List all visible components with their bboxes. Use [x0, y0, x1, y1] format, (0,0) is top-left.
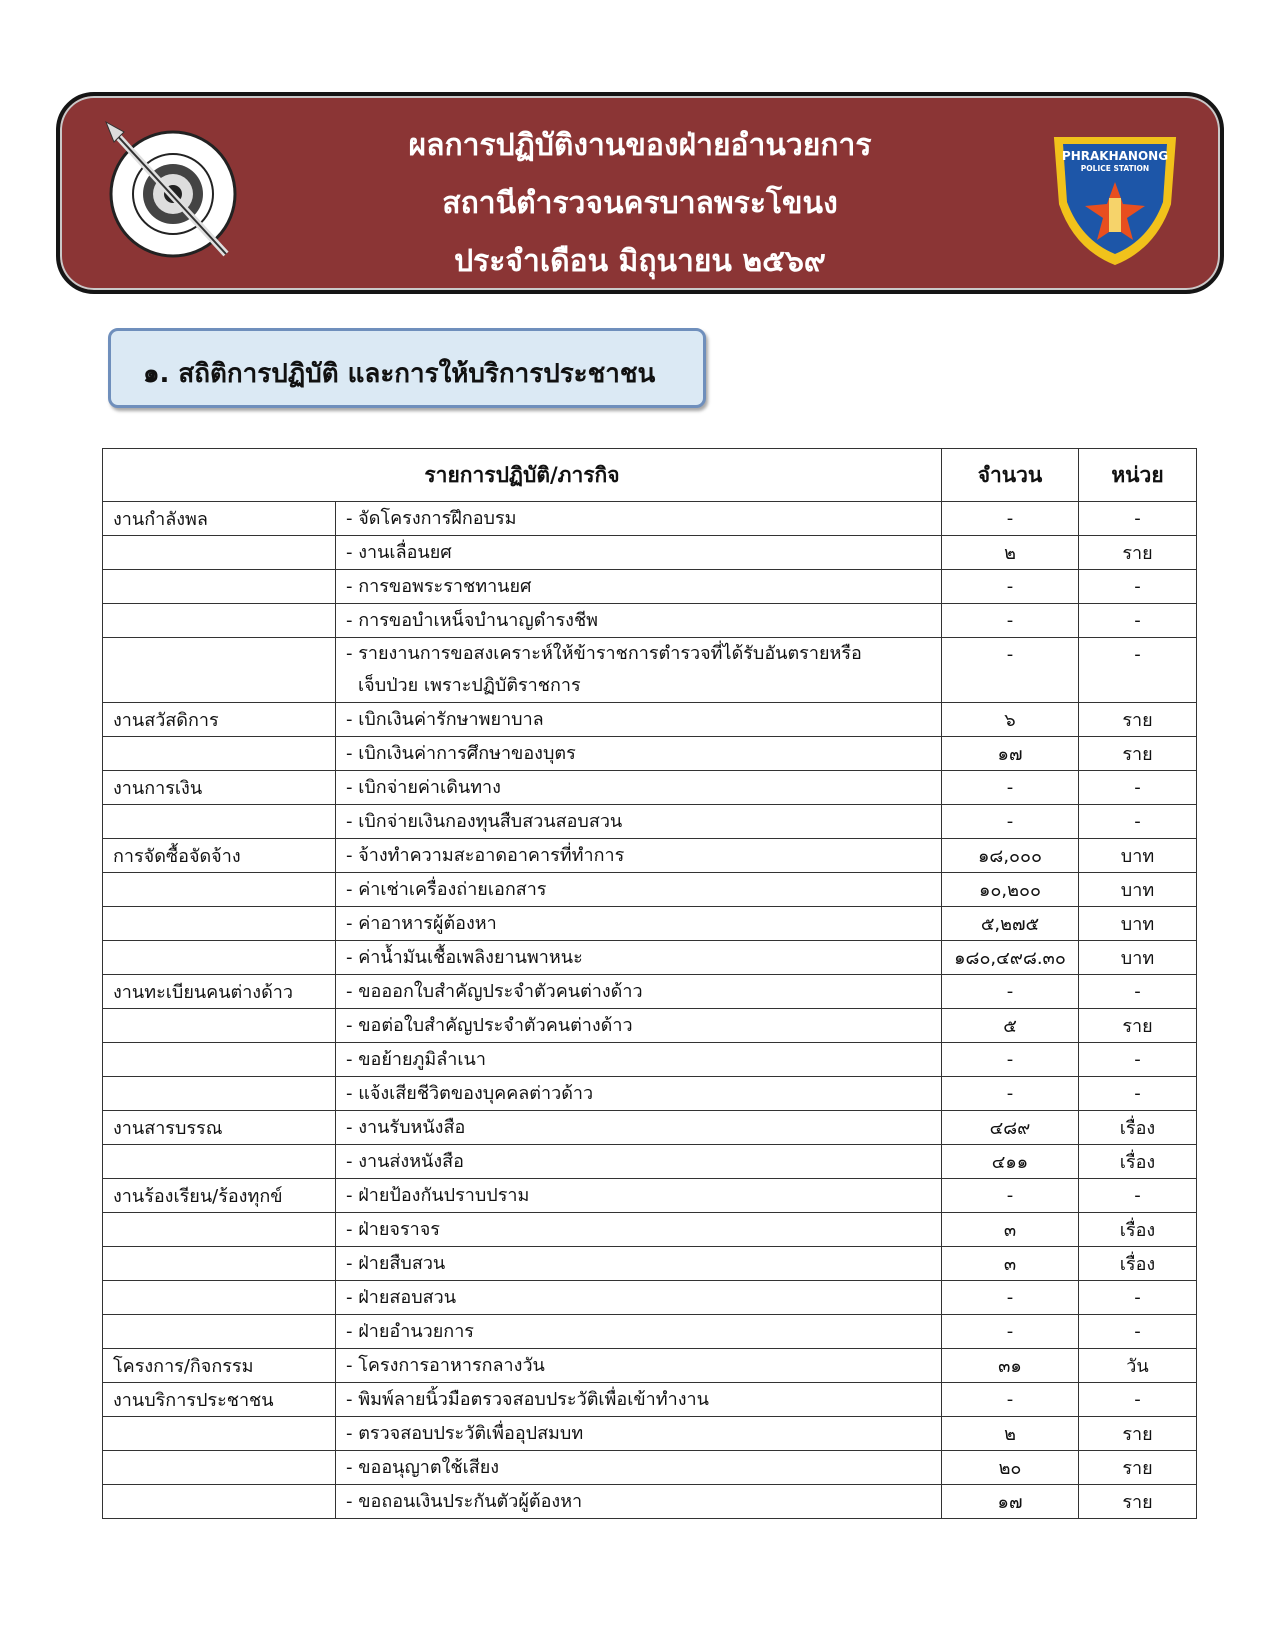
- header-count: จำนวน: [942, 449, 1079, 502]
- table-row: [103, 1077, 1197, 1111]
- table-row: [103, 1213, 1197, 1247]
- table-row: [103, 1349, 1197, 1383]
- row-item: [336, 570, 942, 604]
- row-item-text: - ฝ่ายสอบสวน: [346, 1286, 457, 1308]
- row-item-text: - ขอถอนเงินประกันตัวผู้ต้องหา: [346, 1490, 583, 1512]
- row-count: ๒: [942, 536, 1079, 570]
- row-item: [336, 1179, 942, 1213]
- table-row: [103, 536, 1197, 570]
- header-task: รายการปฏิบัติ/ภารกิจ: [103, 449, 942, 502]
- table-row: [103, 907, 1197, 941]
- row-count: ๓๑: [942, 1349, 1079, 1383]
- row-category: [103, 737, 336, 771]
- row-count: ๑๗: [942, 737, 1079, 771]
- row-item-text: - โครงการอาหารกลางวัน: [346, 1354, 545, 1376]
- row-category: [103, 1281, 336, 1315]
- row-item-text: - ขอย้ายภูมิลำเนา: [346, 1048, 486, 1070]
- table-row: [103, 1179, 1197, 1213]
- row-unit: -: [1079, 1077, 1197, 1111]
- row-item: [336, 1043, 942, 1077]
- row-unit: ราย: [1079, 1485, 1197, 1519]
- row-category: งานร้องเรียน/ร้องทุกข์: [103, 1179, 336, 1213]
- row-unit: ราย: [1079, 737, 1197, 771]
- row-category: งานสวัสดิการ: [103, 703, 336, 737]
- row-item-text: - การขอพระราชทานยศ: [346, 575, 532, 597]
- row-count: ๑๘,๐๐๐: [942, 839, 1079, 873]
- row-item-text: - เบิกเงินค่าการศึกษาของบุตร: [346, 742, 576, 764]
- row-unit: -: [1079, 638, 1197, 703]
- row-count: -: [942, 638, 1079, 703]
- row-count: ๓: [942, 1213, 1079, 1247]
- header-title-line3: ประจำเดือน มิถุนายน ๒๕๖๙: [454, 244, 826, 279]
- row-count: ๑๗: [942, 1485, 1079, 1519]
- row-item: [336, 907, 942, 941]
- row-item-text: - จัดโครงการฝึกอบรม: [346, 507, 517, 529]
- row-item-text: - ฝ่ายสืบสวน: [346, 1252, 446, 1274]
- row-item: [336, 805, 942, 839]
- row-unit: เรื่อง: [1079, 1145, 1197, 1179]
- row-unit: ราย: [1079, 536, 1197, 570]
- row-unit: -: [1079, 771, 1197, 805]
- row-unit: -: [1079, 570, 1197, 604]
- table-row: [103, 873, 1197, 907]
- row-unit: -: [1079, 604, 1197, 638]
- row-count: ๖: [942, 703, 1079, 737]
- row-count: ๓: [942, 1247, 1079, 1281]
- row-category: โครงการ/กิจกรรม: [103, 1349, 336, 1383]
- header-title-line1: ผลการปฏิบัติงานของฝ่ายอำนวยการ: [408, 128, 872, 163]
- row-item: [336, 1417, 942, 1451]
- row-unit: บาท: [1079, 873, 1197, 907]
- row-category: [103, 604, 336, 638]
- row-item-text: - ค่าอาหารผู้ต้องหา: [346, 912, 497, 934]
- table-row: [103, 1009, 1197, 1043]
- row-item-text: - รายงานการขอสงเคราะห์ให้ข้าราชการตำรวจที่ได้รับอันตรายหรือ: [346, 643, 862, 664]
- row-category: งานบริการประชาชน: [103, 1383, 336, 1417]
- row-item: [336, 1485, 942, 1519]
- row-unit: -: [1079, 502, 1197, 536]
- table-row: [103, 975, 1197, 1009]
- row-category: งานการเงิน: [103, 771, 336, 805]
- row-category: งานทะเบียนคนต่างด้าว: [103, 975, 336, 1009]
- row-item: [336, 502, 942, 536]
- table-row: [103, 1281, 1197, 1315]
- row-item: [336, 941, 942, 975]
- row-item: [336, 975, 942, 1009]
- row-item: [336, 1281, 942, 1315]
- row-item: [336, 1009, 942, 1043]
- row-count: -: [942, 1281, 1079, 1315]
- row-unit: วัน: [1079, 1349, 1197, 1383]
- row-count: -: [942, 975, 1079, 1009]
- row-unit: -: [1079, 1043, 1197, 1077]
- table-row: [103, 1043, 1197, 1077]
- row-category: [103, 1247, 336, 1281]
- header-title-line2: สถานีตำรวจนครบาลพระโขนง: [442, 186, 838, 221]
- header-banner: [56, 92, 1224, 294]
- row-item-text-continued: เจ็บป่วย เพราะปฏิบัติราชการ: [358, 675, 581, 696]
- row-item: [336, 1315, 942, 1349]
- row-count: ๔๑๑: [942, 1145, 1079, 1179]
- section-heading-box: [108, 328, 706, 408]
- row-unit: เรื่อง: [1079, 1213, 1197, 1247]
- row-item-text: - ฝ่ายอำนวยการ: [346, 1320, 474, 1342]
- row-category: [103, 638, 336, 703]
- row-count: -: [942, 1383, 1079, 1417]
- row-category: [103, 1417, 336, 1451]
- row-count: -: [942, 570, 1079, 604]
- row-count: ๕: [942, 1009, 1079, 1043]
- row-category: [103, 1315, 336, 1349]
- table-row: [103, 941, 1197, 975]
- row-item-text: - ขอต่อใบสำคัญประจำตัวคนต่างด้าว: [346, 1014, 633, 1036]
- row-item-text: - ขออนุญาตใช้เสียง: [346, 1456, 500, 1478]
- row-item-text: - เบิกจ่ายค่าเดินทาง: [346, 776, 501, 798]
- row-unit: เรื่อง: [1079, 1247, 1197, 1281]
- row-item: [336, 1247, 942, 1281]
- row-item: [336, 737, 942, 771]
- row-category: [103, 1451, 336, 1485]
- row-item: [336, 1451, 942, 1485]
- row-count: -: [942, 1315, 1079, 1349]
- table-row: [103, 502, 1197, 536]
- row-item: [336, 604, 942, 638]
- row-item: [336, 1077, 942, 1111]
- table-body: [103, 502, 1197, 1519]
- table-header-row: [103, 449, 1197, 502]
- row-item: [336, 839, 942, 873]
- row-item-text: - ขอออกใบสำคัญประจำตัวคนต่างด้าว: [346, 980, 643, 1002]
- row-count: -: [942, 771, 1079, 805]
- row-item: [336, 771, 942, 805]
- phrakhanong-police-badge: [1045, 126, 1185, 266]
- row-unit: -: [1079, 805, 1197, 839]
- row-category: งานสารบรรณ: [103, 1111, 336, 1145]
- table-row: [103, 1247, 1197, 1281]
- row-item: [336, 1213, 942, 1247]
- row-category: [103, 1213, 336, 1247]
- row-item: [336, 536, 942, 570]
- row-category: [103, 941, 336, 975]
- table-row: [103, 1451, 1197, 1485]
- row-unit: บาท: [1079, 839, 1197, 873]
- row-category: [103, 1043, 336, 1077]
- table-row: [103, 839, 1197, 873]
- table-row: [103, 1145, 1197, 1179]
- table-row: [103, 1111, 1197, 1145]
- row-item-text: - งานรับหนังสือ: [346, 1116, 466, 1138]
- row-category: [103, 907, 336, 941]
- row-item: [336, 703, 942, 737]
- row-count: -: [942, 1077, 1079, 1111]
- badge-text-sub: POLICE STATION: [1080, 164, 1150, 173]
- row-item-text: - ค่าเช่าเครื่องถ่ายเอกสาร: [346, 878, 547, 900]
- row-category: [103, 1009, 336, 1043]
- row-category: [103, 873, 336, 907]
- row-category: [103, 536, 336, 570]
- row-count: ๔๘๙: [942, 1111, 1079, 1145]
- row-count: -: [942, 1043, 1079, 1077]
- row-item-text: - งานเลื่อนยศ: [346, 541, 452, 563]
- row-category: [103, 1145, 336, 1179]
- table-row: [103, 805, 1197, 839]
- row-count: ๒: [942, 1417, 1079, 1451]
- row-count: -: [942, 604, 1079, 638]
- table-row: [103, 737, 1197, 771]
- row-count: ๒๐: [942, 1451, 1079, 1485]
- table-row: [103, 703, 1197, 737]
- row-item-text: - เบิกเงินค่ารักษาพยาบาล: [346, 708, 544, 730]
- table-row: [103, 1485, 1197, 1519]
- row-unit: บาท: [1079, 941, 1197, 975]
- table-row: [103, 638, 1197, 703]
- table-row: [103, 1315, 1197, 1349]
- statistics-table: [102, 448, 1197, 1519]
- row-unit: เรื่อง: [1079, 1111, 1197, 1145]
- row-item-text: - ค่าน้ำมันเชื้อเพลิงยานพาหนะ: [346, 946, 583, 968]
- table-row: [103, 1383, 1197, 1417]
- row-unit: -: [1079, 1315, 1197, 1349]
- row-count: ๑๘๐,๔๙๘.๓๐: [942, 941, 1079, 975]
- row-item-text: - ฝ่ายจราจร: [346, 1218, 440, 1240]
- row-unit: -: [1079, 1179, 1197, 1213]
- row-item: [336, 1349, 942, 1383]
- header-unit: หน่วย: [1079, 449, 1197, 502]
- row-item-text: - ตรวจสอบประวัติเพื่ออุปสมบท: [346, 1422, 584, 1444]
- row-item-text: - แจ้งเสียชีวิตของบุคคลต่าวด้าว: [346, 1082, 594, 1104]
- section-title: ๑. สถิติการปฏิบัติ และการให้บริการประชาชน: [143, 359, 656, 389]
- row-count: -: [942, 805, 1079, 839]
- row-category: [103, 1077, 336, 1111]
- row-category: [103, 1485, 336, 1519]
- row-category: [103, 805, 336, 839]
- row-item-text: - เบิกจ่ายเงินกองทุนสืบสวนสอบสวน: [346, 810, 623, 832]
- row-unit: -: [1079, 975, 1197, 1009]
- row-item-text: - พิมพ์ลายนิ้วมือตรวจสอบประวัติเพื่อเข้าทำงาน: [346, 1388, 709, 1410]
- row-category: [103, 570, 336, 604]
- row-count: -: [942, 1179, 1079, 1213]
- row-item-text: - การขอบำเหน็จบำนาญดำรงชีพ: [346, 609, 599, 631]
- row-unit: บาท: [1079, 907, 1197, 941]
- row-item: [336, 1111, 942, 1145]
- row-unit: ราย: [1079, 1009, 1197, 1043]
- table-row: [103, 604, 1197, 638]
- badge-text-top: PHRAKHANONG: [1061, 149, 1169, 163]
- row-item: [336, 1145, 942, 1179]
- row-item-text: - จ้างทำความสะอาดอาคารที่ทำการ: [346, 844, 625, 866]
- row-item: [336, 638, 942, 703]
- row-category: การจัดซื้อจัดจ้าง: [103, 839, 336, 873]
- row-unit: -: [1079, 1383, 1197, 1417]
- row-unit: ราย: [1079, 703, 1197, 737]
- table-row: [103, 1417, 1197, 1451]
- row-count: -: [942, 502, 1079, 536]
- row-item: [336, 873, 942, 907]
- row-item-text: - ฝ่ายป้องกันปราบปราม: [346, 1184, 530, 1206]
- row-count: ๕,๒๗๕: [942, 907, 1079, 941]
- row-unit: ราย: [1079, 1417, 1197, 1451]
- row-category: งานกำลังพล: [103, 502, 336, 536]
- table-row: [103, 570, 1197, 604]
- row-item-text: - งานส่งหนังสือ: [346, 1150, 464, 1172]
- row-unit: -: [1079, 1281, 1197, 1315]
- row-count: ๑๐,๒๐๐: [942, 873, 1079, 907]
- table-row: [103, 771, 1197, 805]
- row-unit: ราย: [1079, 1451, 1197, 1485]
- row-item: [336, 1383, 942, 1417]
